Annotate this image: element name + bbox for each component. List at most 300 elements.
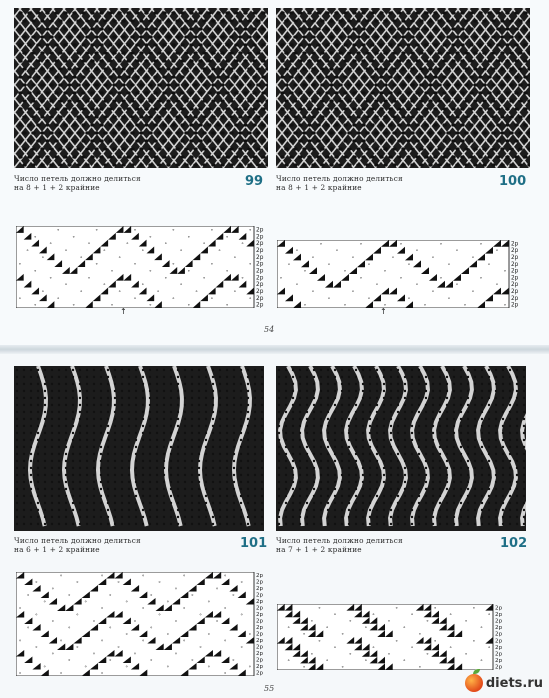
yarn-over-mark: ∘ [51,586,55,593]
yarn-over-mark: ∘ [359,241,363,248]
yarn-over-mark: ∘ [333,644,337,651]
row-label: 2р [256,227,264,234]
row-label: 2р [495,644,503,651]
yarn-over-mark: ∘ [287,261,291,268]
yarn-over-mark: ∘ [471,289,475,296]
yarn-over-mark: ∘ [431,255,435,262]
yarn-over-mark: ∘ [190,657,195,664]
yarn-over-mark: ∘ [248,295,252,302]
knitting-chart-99 [16,226,268,308]
yarn-over-mark: ∘ [149,657,154,664]
pattern-number-100: 100 [499,174,527,189]
yarn-over-mark: ∘ [18,670,22,676]
yarn-over-mark: ∘ [348,618,352,625]
yarn-over-mark: ∘ [48,275,53,282]
row-label: 2р [256,651,264,658]
yarn-over-mark: ∘ [399,241,403,248]
yarn-over-mark: ∘ [64,247,68,254]
row-label: 2р [256,282,264,289]
yarn-over-mark: ∘ [487,644,491,651]
yarn-over-mark: ∘ [166,599,170,606]
yarn-over-mark: ∘ [423,302,427,308]
yarn-over-mark: ∘ [364,625,368,632]
yarn-over-mark: ∘ [18,261,22,268]
yarn-over-mark: ∘ [202,241,206,248]
yarn-over-mark: ∘ [487,611,491,618]
yarn-over-mark: ∘ [410,611,414,618]
yarn-over-mark: ∘ [225,234,229,241]
yarn-over-mark: ∘ [140,247,145,254]
yarn-over-mark: ∘ [149,625,154,632]
yarn-over-mark: ∘ [187,302,191,308]
yarn-over-mark: ∘ [43,599,47,606]
caption-100-line2: на 8 + 1 + 2 крайние [276,183,362,192]
yarn-over-mark: ∘ [418,664,422,670]
yarn-over-mark: ∘ [100,605,104,612]
page-number-top: 54 [264,325,275,334]
yarn-over-mark: ∘ [431,289,435,296]
yarn-over-mark: ∘ [455,282,459,289]
yarn-over-mark: ∘ [302,631,306,638]
row-label: 2р [256,664,264,671]
yarn-over-mark: ∘ [240,579,244,586]
yarn-over-mark: ∘ [33,268,37,275]
yarn-over-mark: ∘ [464,618,468,625]
yarn-over-mark: ∘ [248,227,252,234]
yarn-over-mark: ∘ [503,302,507,308]
row-label: 2р [511,261,519,268]
yarn-over-mark: ∘ [149,592,154,599]
yarn-over-mark: ∘ [223,670,227,676]
yarn-over-mark: ∘ [447,295,451,302]
yarn-over-mark: ∘ [199,644,203,651]
yarn-over-mark: ∘ [364,658,368,665]
row-label: 2р [256,670,264,676]
yarn-over-mark: ∘ [217,247,222,254]
apple-icon [465,674,483,692]
row-label: 2р [511,302,519,308]
lace-photo-99 [14,8,268,168]
yarn-over-mark: ∘ [157,579,162,586]
yarn-over-mark: ∘ [133,227,137,234]
yarn-over-mark: ∘ [325,658,329,665]
yarn-over-mark: ∘ [41,288,45,295]
yarn-over-mark: ∘ [157,612,162,619]
row-label: 2р [256,254,264,261]
yarn-over-mark: ∘ [207,599,211,606]
yarn-over-mark: ∘ [479,658,484,665]
yarn-over-mark: ∘ [133,618,137,625]
start-arrow-icon: ↑ [380,307,387,316]
yarn-over-mark: ∘ [140,282,145,289]
yarn-over-mark: ∘ [311,289,315,296]
yarn-over-mark: ∘ [387,618,391,625]
yarn-over-mark: ∘ [402,658,406,665]
yarn-over-mark: ∘ [225,268,229,275]
yarn-over-mark: ∘ [286,625,291,632]
row-label: 2р [511,289,519,296]
page-number-bottom: 55 [264,684,275,693]
yarn-over-mark: ∘ [343,268,347,275]
yarn-over-mark: ∘ [394,638,399,645]
row-label: 2р [256,579,264,586]
yarn-over-mark: ∘ [325,625,329,632]
yarn-over-mark: ∘ [371,611,376,618]
yarn-over-mark: ∘ [319,241,323,248]
caption-101 [14,536,141,554]
yarn-over-mark: ∘ [448,611,453,618]
yarn-over-mark: ∘ [455,248,459,255]
yarn-over-mark: ∘ [471,255,475,262]
yarn-over-mark: ∘ [402,625,406,632]
yarn-over-mark: ∘ [108,657,113,664]
yarn-over-mark: ∘ [233,254,237,261]
yarn-over-mark: ∘ [187,268,191,275]
yarn-over-mark: ∘ [286,658,291,665]
yarn-over-mark: ∘ [56,295,60,302]
yarn-over-mark: ∘ [240,644,244,651]
yarn-over-mark: ∘ [335,248,339,255]
yarn-over-mark: ∘ [182,638,186,645]
yarn-over-mark: ∘ [75,612,80,619]
yarn-over-mark: ∘ [163,275,168,282]
yarn-over-mark: ∘ [141,605,145,612]
yarn-over-mark: ∘ [102,282,107,289]
yarn-over-mark: ∘ [367,295,371,302]
row-label: 2р [495,611,503,618]
yarn-over-mark: ∘ [174,651,178,658]
yarn-over-mark: ∘ [79,288,83,295]
row-label: 2р [511,282,519,289]
yarn-over-mark: ∘ [439,275,443,282]
yarn-over-mark: ∘ [248,261,252,268]
yarn-over-mark: ∘ [207,664,211,671]
yarn-over-mark: ∘ [387,651,391,658]
row-label: 2р [495,658,503,665]
yarn-over-mark: ∘ [87,241,91,248]
caption-99 [14,174,141,192]
yarn-over-mark: ∘ [56,227,60,234]
yarn-over-mark: ∘ [433,605,437,612]
yarn-over-mark: ∘ [116,644,121,651]
yarn-over-mark: ∘ [472,638,476,645]
yarn-over-mark: ∘ [418,631,422,638]
row-label: 2р [511,248,519,255]
yarn-over-mark: ∘ [34,612,39,619]
yarn-over-mark: ∘ [464,651,468,658]
page-fold [0,345,549,354]
lace-photo-100 [276,8,530,168]
row-label: 2р [256,241,264,248]
yarn-over-mark: ∘ [210,295,214,302]
yarn-over-mark: ∘ [248,631,252,638]
yarn-over-mark: ∘ [415,248,419,255]
yarn-over-mark: ∘ [340,664,345,670]
yarn-over-mark: ∘ [479,275,483,282]
yarn-over-mark: ∘ [141,638,145,645]
yarn-over-mark: ∘ [156,288,160,295]
row-label: 2р [495,618,503,625]
yarn-over-mark: ∘ [463,302,467,308]
pattern-number-102: 102 [500,536,528,551]
yarn-over-mark: ∘ [108,592,113,599]
yarn-over-mark: ∘ [125,241,130,248]
yarn-over-mark: ∘ [327,261,331,268]
yarn-over-mark: ∘ [199,612,203,619]
yarn-over-mark: ∘ [210,261,214,268]
yarn-over-mark: ∘ [34,579,39,586]
yarn-over-mark: ∘ [18,638,22,645]
yarn-over-mark: ∘ [311,255,315,262]
yarn-over-mark: ∘ [391,255,395,262]
yarn-over-mark: ∘ [439,241,443,248]
yarn-over-mark: ∘ [163,241,168,248]
yarn-over-mark: ∘ [51,618,55,625]
row-label: 2р [511,295,519,302]
yarn-over-mark: ∘ [18,295,22,302]
yarn-over-mark: ∘ [148,234,153,241]
yarn-over-mark: ∘ [34,644,39,651]
yarn-over-mark: ∘ [351,289,355,296]
yarn-over-mark: ∘ [399,275,403,282]
yarn-over-mark: ∘ [33,302,37,308]
yarn-over-mark: ∘ [190,592,195,599]
row-label: 2р [256,644,264,651]
yarn-over-mark: ∘ [117,288,122,295]
yarn-over-mark: ∘ [166,664,170,671]
yarn-over-mark: ∘ [448,644,453,651]
yarn-over-mark: ∘ [295,282,299,289]
row-label: 2р [256,638,264,645]
row-label: 2р [256,625,264,632]
yarn-over-mark: ∘ [133,261,137,268]
knitting-chart-101 [16,572,268,676]
yarn-over-mark: ∘ [171,295,176,302]
yarn-over-mark: ∘ [503,268,507,275]
yarn-over-mark: ∘ [215,586,219,593]
row-label: 2р [256,612,264,619]
yarn-over-mark: ∘ [407,261,411,268]
caption-102-line2: на 7 + 1 + 2 крайние [276,545,362,554]
yarn-over-mark: ∘ [26,592,30,599]
yarn-over-mark: ∘ [71,234,76,241]
row-label: 2р [256,657,264,664]
yarn-over-mark: ∘ [174,586,178,593]
yarn-over-mark: ∘ [18,605,22,612]
yarn-over-mark: ∘ [79,254,83,261]
yarn-over-mark: ∘ [100,573,104,580]
watermark [465,674,543,692]
yarn-over-mark: ∘ [495,248,499,255]
yarn-over-mark: ∘ [59,573,63,580]
row-label: 2р [256,288,264,295]
yarn-over-mark: ∘ [359,275,363,282]
yarn-over-mark: ∘ [223,638,227,645]
caption-100-line1: Число петель должно делиться [276,174,403,183]
yarn-over-mark: ∘ [67,625,71,632]
row-label: 2р [256,586,264,593]
lace-photo-101 [14,366,264,531]
row-label: 2р [495,605,503,612]
yarn-over-mark: ∘ [207,631,211,638]
yarn-over-mark: ∘ [340,631,345,638]
yarn-over-mark: ∘ [87,275,91,282]
yarn-over-mark: ∘ [415,282,419,289]
yarn-over-mark: ∘ [187,234,191,241]
yarn-over-mark: ∘ [125,631,129,638]
yarn-over-mark: ∘ [231,657,236,664]
row-label: 2р [495,625,503,632]
yarn-over-mark: ∘ [75,579,80,586]
yarn-over-mark: ∘ [182,605,186,612]
yarn-over-mark: ∘ [92,618,96,625]
row-label: 2р [495,651,503,658]
yarn-over-mark: ∘ [108,625,113,632]
yarn-over-mark: ∘ [67,592,71,599]
pattern-number-101: 101 [240,536,268,551]
knitting-chart-100 [277,240,523,308]
yarn-over-mark: ∘ [248,664,252,671]
yarn-over-mark: ∘ [233,288,237,295]
yarn-over-mark: ∘ [75,644,80,651]
yarn-over-mark: ∘ [171,261,176,268]
yarn-over-mark: ∘ [303,268,307,275]
yarn-over-mark: ∘ [166,631,170,638]
yarn-over-mark: ∘ [302,664,306,670]
yarn-over-mark: ∘ [110,302,114,308]
row-label: 2р [511,268,519,275]
yarn-over-mark: ∘ [343,302,347,308]
yarn-over-mark: ∘ [279,275,283,282]
row-label: 2р [511,275,519,282]
yarn-over-mark: ∘ [317,638,322,645]
yarn-over-mark: ∘ [240,241,245,248]
yarn-over-mark: ∘ [141,573,145,580]
yarn-over-mark: ∘ [240,612,244,619]
caption-102-line1: Число петель должно делиться [276,536,403,545]
yarn-over-mark: ∘ [133,651,137,658]
yarn-over-mark: ∘ [33,234,37,241]
yarn-over-mark: ∘ [317,605,322,612]
row-label: 2р [256,275,264,282]
watermark-text: diets.ru [485,675,543,691]
row-label: 2р [256,234,264,241]
yarn-over-mark: ∘ [367,261,371,268]
yarn-over-mark: ∘ [223,573,227,580]
row-label: 2р [511,255,519,262]
row-label: 2р [256,295,264,302]
yarn-over-mark: ∘ [407,295,411,302]
row-label: 2р [256,268,264,275]
yarn-over-mark: ∘ [125,664,129,671]
yarn-over-mark: ∘ [171,227,176,234]
row-label: 2р [256,302,264,308]
yarn-over-mark: ∘ [94,227,99,234]
yarn-over-mark: ∘ [310,618,314,625]
yarn-over-mark: ∘ [59,638,63,645]
yarn-over-mark: ∘ [240,275,245,282]
yarn-over-mark: ∘ [479,625,484,632]
yarn-over-mark: ∘ [84,599,88,606]
yarn-over-mark: ∘ [43,664,47,671]
yarn-over-mark: ∘ [194,288,199,295]
yarn-over-mark: ∘ [133,295,137,302]
yarn-over-mark: ∘ [117,254,122,261]
row-label: 2р [256,573,264,580]
yarn-over-mark: ∘ [371,644,376,651]
yarn-over-mark: ∘ [125,599,129,606]
yarn-over-mark: ∘ [67,657,71,664]
yarn-over-mark: ∘ [100,638,104,645]
yarn-over-mark: ∘ [348,651,352,658]
yarn-over-mark: ∘ [100,670,104,676]
yarn-over-mark: ∘ [327,295,331,302]
caption-101-line2: на 6 + 1 + 2 крайние [14,545,100,554]
yarn-over-mark: ∘ [59,670,63,676]
yarn-over-mark: ∘ [447,261,451,268]
yarn-over-mark: ∘ [110,268,114,275]
yarn-over-mark: ∘ [472,605,476,612]
yarn-over-mark: ∘ [84,664,88,671]
yarn-over-mark: ∘ [425,651,430,658]
caption-101-line1: Число петель должно делиться [14,536,141,545]
yarn-over-mark: ∘ [225,302,229,308]
pattern-number-99: 99 [245,174,264,189]
yarn-over-mark: ∘ [182,573,186,580]
yarn-over-mark: ∘ [425,618,430,625]
yarn-over-mark: ∘ [94,261,99,268]
yarn-over-mark: ∘ [495,282,499,289]
yarn-over-mark: ∘ [64,282,68,289]
yarn-over-mark: ∘ [179,282,183,289]
yarn-over-mark: ∘ [383,302,387,308]
row-label: 2р [256,247,264,254]
yarn-over-mark: ∘ [25,247,30,254]
yarn-over-mark: ∘ [223,605,227,612]
yarn-over-mark: ∘ [351,255,355,262]
yarn-over-mark: ∘ [71,302,76,308]
caption-99-line2: на 8 + 1 + 2 крайние [14,183,100,192]
yarn-over-mark: ∘ [102,247,107,254]
row-label: 2р [256,261,264,268]
yarn-over-mark: ∘ [375,282,379,289]
row-label: 2р [511,241,519,248]
yarn-over-mark: ∘ [487,261,491,268]
row-label: 2р [495,664,503,670]
yarn-over-mark: ∘ [202,275,206,282]
yarn-over-mark: ∘ [479,241,483,248]
yarn-over-mark: ∘ [383,268,387,275]
row-label: 2р [495,631,503,638]
yarn-over-mark: ∘ [303,302,307,308]
knitting-chart-102 [277,604,507,670]
yarn-over-mark: ∘ [295,248,299,255]
yarn-over-mark: ∘ [410,644,414,651]
yarn-over-mark: ∘ [231,592,236,599]
yarn-over-mark: ∘ [310,651,314,658]
yarn-over-mark: ∘ [51,651,55,658]
row-label: 2р [256,605,264,612]
row-label: 2р [256,618,264,625]
yarn-over-mark: ∘ [179,247,183,254]
yarn-over-mark: ∘ [333,611,337,618]
yarn-over-mark: ∘ [148,302,153,308]
yarn-over-mark: ∘ [26,625,30,632]
yarn-over-mark: ∘ [210,227,214,234]
start-arrow-icon: ↑ [120,307,127,316]
caption-99-line1: Число петель должно делиться [14,174,141,183]
yarn-over-mark: ∘ [174,618,178,625]
